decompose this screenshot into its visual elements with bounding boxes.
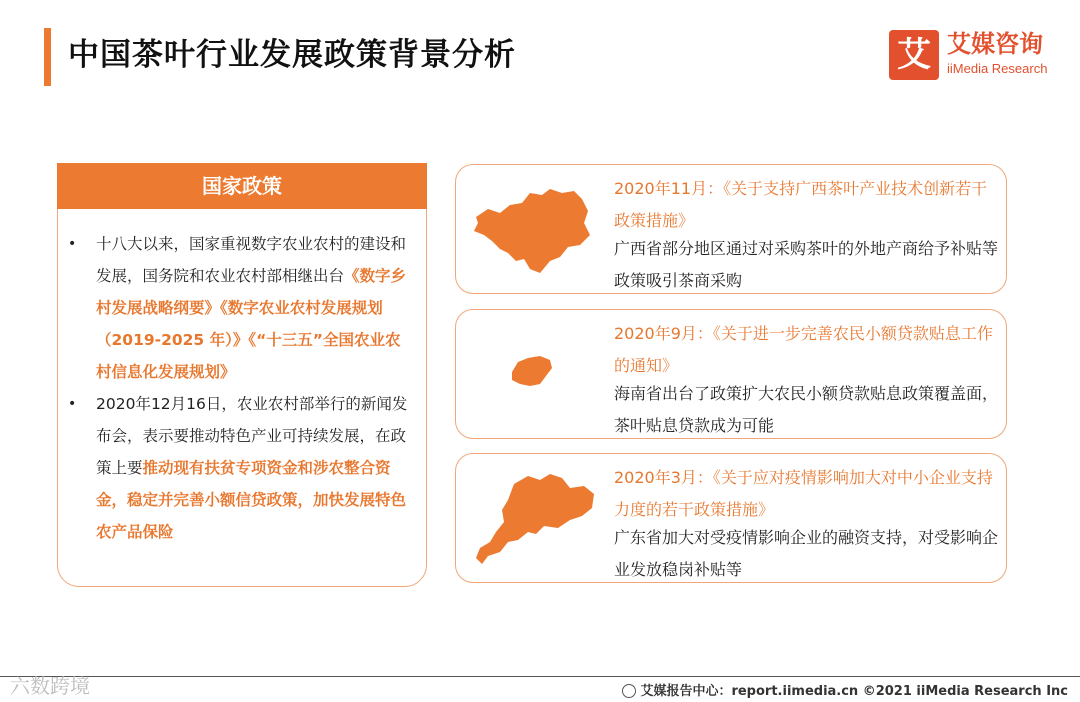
- national-policy-list: [68, 228, 413, 548]
- bullet-dot: •: [68, 396, 77, 412]
- logo-cn-text: 艾媒咨询: [947, 30, 1043, 58]
- policy-title: 2020年11月：《关于支持广西茶叶产业技术创新若干政策措施》: [614, 179, 988, 230]
- policy-title: 2020年9月：《关于进一步完善农民小额贷款贴息工作的通知》: [614, 324, 993, 375]
- bullet-highlight: 《数字乡村发展战略纲要》《数字农业农村发展规划 （2019-2025 年）》《“十三五”全国农业农村信息化发展规划》: [96, 267, 407, 381]
- hainan-map-icon: [508, 354, 554, 388]
- bullet-dot: •: [68, 236, 77, 252]
- page-title: 中国茶叶行业发展政策背景分析: [68, 37, 516, 73]
- watermark: 六数跨境: [10, 674, 90, 698]
- list-item: [68, 228, 413, 388]
- footer-source: [622, 680, 1068, 699]
- title-accent-bar: [44, 28, 51, 86]
- policy-card-hainan: [455, 309, 1007, 439]
- logo-badge: 艾: [889, 30, 939, 80]
- guangdong-map-icon: [474, 470, 600, 568]
- policy-card-guangdong: [455, 453, 1007, 583]
- globe-icon: [622, 684, 636, 698]
- footer-source-text: 艾媒报告中心：report.iimedia.cn ©2021 iiMedia Research Inc: [640, 684, 1068, 699]
- list-item: [68, 388, 413, 548]
- logo-en-text: iiMedia Research: [947, 61, 1048, 76]
- policy-desc: 广东省加大对受疫情影响企业的融资支持，对受影响企业发放稳岗补贴等: [614, 528, 999, 579]
- footer-divider: [0, 676, 1080, 677]
- policy-title: 2020年3月：《关于应对疫情影响加大对中小企业支持力度的若干政策措施》: [614, 468, 993, 519]
- policy-card-guangxi: [455, 164, 1007, 294]
- national-policy-header: 国家政策: [57, 163, 427, 209]
- bullet-text: 2020年12月16日，农业农村部举行的新闻发布会，表示要推动特色产业可持续发展，在政策上要: [96, 395, 408, 477]
- bullet-text: 十八大以来，国家重视数字农业农村的建设和发展，国务院和农业农村部相继出台: [96, 235, 407, 285]
- guangxi-map-icon: [470, 187, 594, 275]
- policy-desc: 广西省部分地区通过对采购茶叶的外地产商给予补贴等政策吸引茶商采购: [614, 239, 999, 290]
- bullet-highlight: 推动现有扶贫专项资金和涉农整合资金，稳定并完善小额信贷政策，加快发展特色农产品保险: [96, 459, 407, 541]
- iimedia-logo: [889, 30, 1069, 82]
- policy-desc: 海南省出台了政策扩大农民小额贷款贴息政策覆盖面，茶叶贴息贷款成为可能: [614, 384, 999, 435]
